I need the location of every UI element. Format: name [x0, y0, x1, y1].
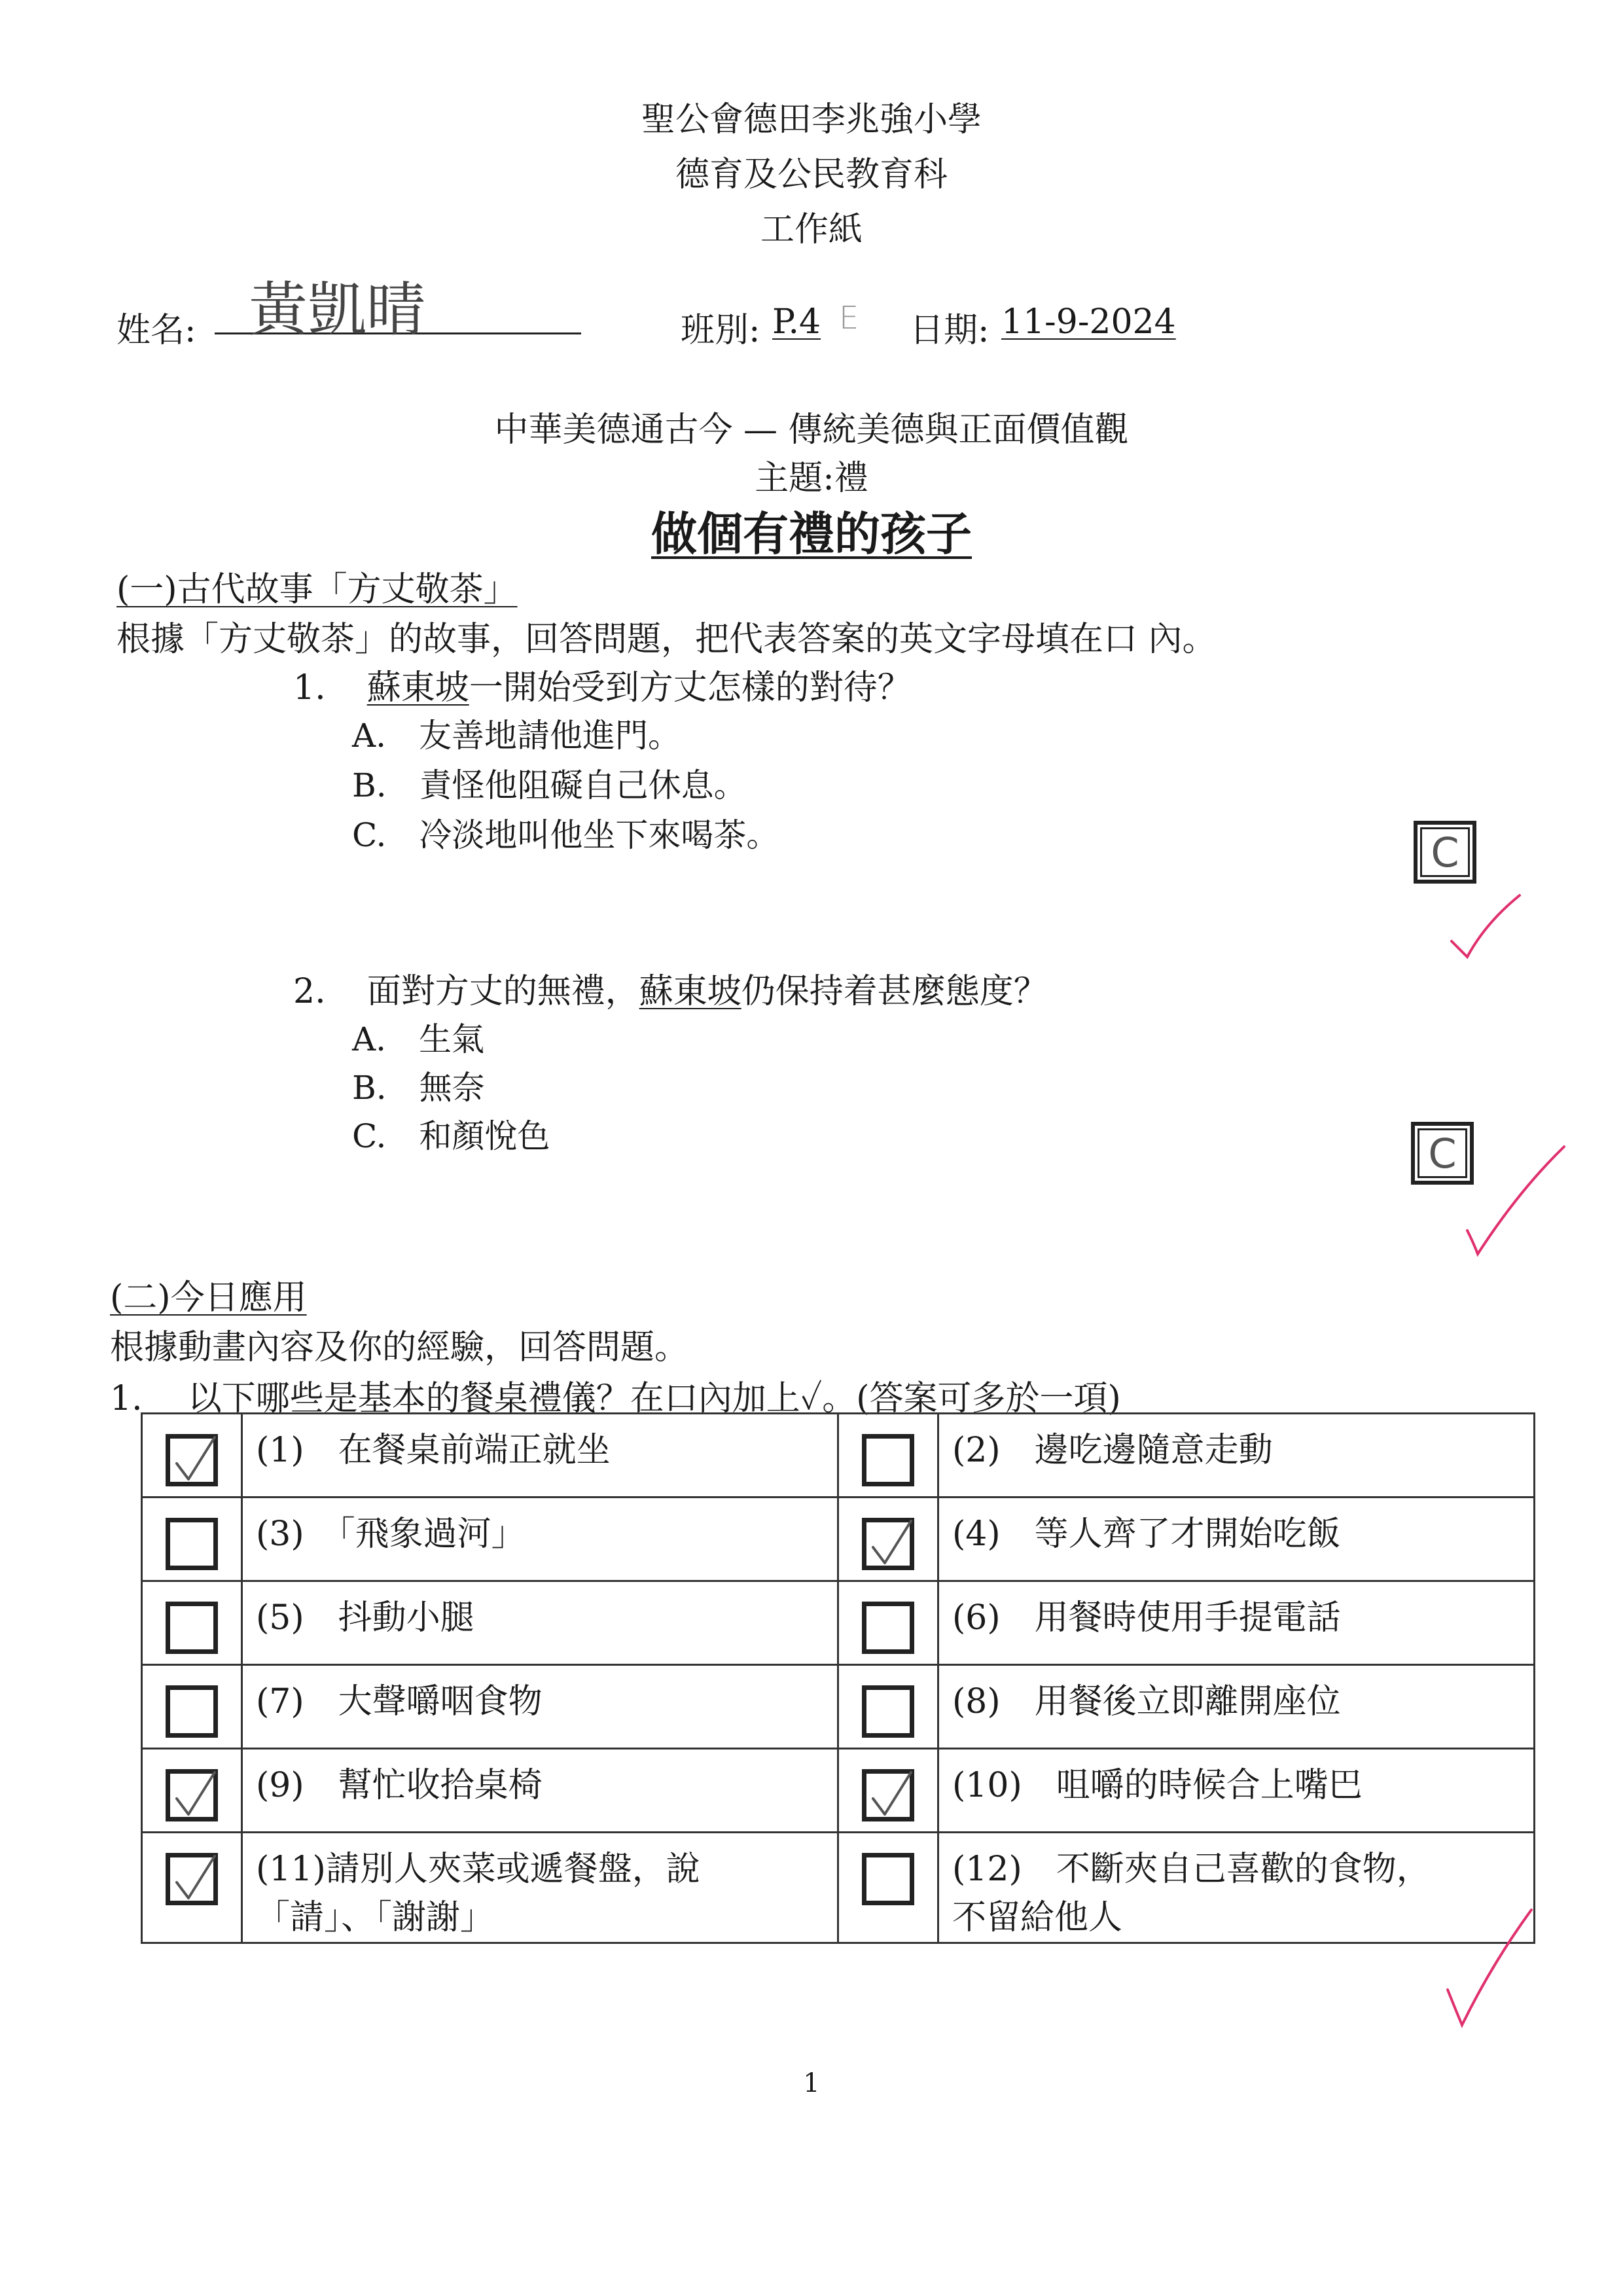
item-text-continued: 「請」、「謝謝」	[256, 1898, 495, 1937]
grading-check-icon	[1440, 1905, 1538, 2029]
page-number: 1	[803, 2068, 820, 2098]
checkbox-cell	[142, 1581, 242, 1665]
item-text: (12) 不斷夾自己喜歡的食物，	[952, 1850, 1431, 1889]
checkbox[interactable]	[862, 1685, 914, 1738]
table-row	[142, 1581, 1535, 1665]
person-name: 蘇東坡	[639, 972, 741, 1011]
checkbox-checked[interactable]	[862, 1769, 914, 1821]
grading-check-icon	[1459, 1139, 1571, 1257]
question-1	[293, 660, 912, 709]
item-text: (4) 等人齊了才開始吃飯	[952, 1515, 1341, 1554]
etiquette-item	[242, 1833, 838, 1943]
pencil-check-icon	[166, 1851, 225, 1910]
item-text-continued: 不留給他人	[952, 1898, 1123, 1937]
option-a: A. 生氣	[352, 1020, 485, 1058]
checkbox-cell	[142, 1498, 242, 1581]
checkbox-cell	[142, 1833, 242, 1943]
etiquette-item	[938, 1665, 1535, 1749]
etiquette-item	[938, 1749, 1535, 1833]
checkbox[interactable]	[166, 1602, 218, 1654]
checkbox-checked[interactable]	[862, 1518, 914, 1570]
answer-2: C	[1428, 1129, 1457, 1177]
worksheet-title: 做個有禮的孩子	[651, 507, 972, 561]
checkbox-cell	[838, 1665, 938, 1749]
table-row	[142, 1414, 1535, 1498]
pencil-check-icon	[863, 1767, 921, 1826]
checkbox[interactable]	[166, 1518, 218, 1570]
class-label: 班別:	[681, 311, 760, 350]
answer-box-1[interactable]	[1414, 821, 1476, 884]
question-2	[293, 963, 1048, 1013]
option-b: B. 責怪他阻礙自己休息。	[352, 766, 747, 804]
checkbox-checked[interactable]	[166, 1434, 218, 1486]
grading-check-icon	[1446, 890, 1525, 962]
pencil-check-icon	[863, 1516, 921, 1575]
item-text: (9) 幫忙收拾桌椅	[256, 1766, 543, 1805]
checkbox-cell	[142, 1414, 242, 1498]
document-type: 工作紙	[760, 210, 863, 249]
item-text: (1) 在餐桌前端正就坐	[256, 1431, 611, 1470]
etiquette-item	[938, 1414, 1535, 1498]
checkbox[interactable]	[862, 1853, 914, 1905]
etiquette-table	[141, 1412, 1535, 1944]
answer-1: C	[1431, 828, 1459, 876]
table-row	[142, 1665, 1535, 1749]
checkbox[interactable]	[862, 1434, 914, 1486]
item-text: (5) 抖動小腿	[256, 1598, 474, 1638]
pencil-check-icon	[166, 1767, 225, 1826]
item-text: (8) 用餐後立即離開座位	[952, 1682, 1341, 1721]
item-text: (11)請別人夾菜或遞餐盤，說	[256, 1850, 700, 1889]
option-c: C. 和顏悅色	[352, 1117, 550, 1155]
pencil-check-icon	[166, 1432, 225, 1491]
option-b: B. 無奈	[352, 1069, 485, 1107]
checkbox-cell	[838, 1749, 938, 1833]
etiquette-item	[242, 1581, 838, 1665]
etiquette-item	[242, 1749, 838, 1833]
item-text: (2) 邊吃邊隨意走動	[952, 1431, 1273, 1470]
person-name: 蘇東坡	[366, 668, 469, 708]
topic-theme: 主題:禮	[755, 459, 868, 498]
etiquette-item	[242, 1665, 838, 1749]
table-row	[142, 1498, 1535, 1581]
checkbox-checked[interactable]	[166, 1769, 218, 1821]
item-text: (10) 咀嚼的時候合上嘴巴	[952, 1766, 1363, 1805]
date-label: 日期:	[910, 311, 990, 350]
date-value: 11-9-2024	[1001, 302, 1176, 342]
class-suffix-handwritten: E	[839, 300, 859, 336]
question-number: 2.	[293, 972, 326, 1011]
name-label: 姓名:	[116, 311, 196, 350]
table-row	[142, 1749, 1535, 1833]
etiquette-item	[938, 1498, 1535, 1581]
item-text: (7) 大聲嚼咽食物	[256, 1682, 543, 1721]
checkbox-cell	[838, 1833, 938, 1943]
table-row	[142, 1833, 1535, 1943]
etiquette-item	[242, 1498, 838, 1581]
student-name: 黃凱晴	[249, 276, 425, 344]
topic-line: 中華美德通古今 — 傳統美德與正面價值觀	[494, 410, 1129, 450]
question-text: 一開始受到方丈怎樣的對待？	[469, 668, 912, 708]
item-text: (3) 「飛象過河」	[256, 1515, 526, 1554]
etiquette-item	[242, 1414, 838, 1498]
checkbox-cell	[142, 1665, 242, 1749]
checkbox-cell	[142, 1749, 242, 1833]
checkbox[interactable]	[862, 1602, 914, 1654]
question-text-pre: 面對方丈的無禮，	[366, 972, 639, 1011]
option-c: C. 冷淡地叫他坐下來喝茶。	[352, 816, 779, 854]
option-a: A. 友善地請他進門。	[352, 717, 681, 755]
checkbox[interactable]	[166, 1685, 218, 1738]
question-text: 以下哪些是基本的餐桌禮儀？在口內加上✓。(答案可多於一項)	[187, 1379, 1121, 1418]
question-number: 1.	[293, 668, 326, 708]
question-text: 仍保持着甚麼態度？	[741, 972, 1048, 1011]
class-value: P.4	[772, 302, 821, 342]
checkbox-checked[interactable]	[166, 1853, 218, 1905]
checkbox-cell	[838, 1414, 938, 1498]
section-2-instruction: 根據動畫內容及你的經驗，回答問題。	[110, 1328, 689, 1367]
checkbox-cell	[838, 1498, 938, 1581]
item-text: (6) 用餐時使用手提電話	[952, 1598, 1341, 1638]
section-2-heading: (二)今日應用	[110, 1278, 307, 1318]
section-1-instruction: 根據「方丈敬茶」的故事，回答問題，把代表答案的英文字母填在口 內。	[116, 620, 1217, 659]
section-1-heading: (一)古代故事「方丈敬茶」	[116, 570, 518, 609]
school-name: 聖公會德田李兆強小學	[641, 100, 982, 139]
question-number: 1.	[110, 1379, 143, 1418]
checkbox-cell	[838, 1581, 938, 1665]
subject-name: 德育及公民教育科	[675, 155, 948, 194]
etiquette-item	[938, 1581, 1535, 1665]
